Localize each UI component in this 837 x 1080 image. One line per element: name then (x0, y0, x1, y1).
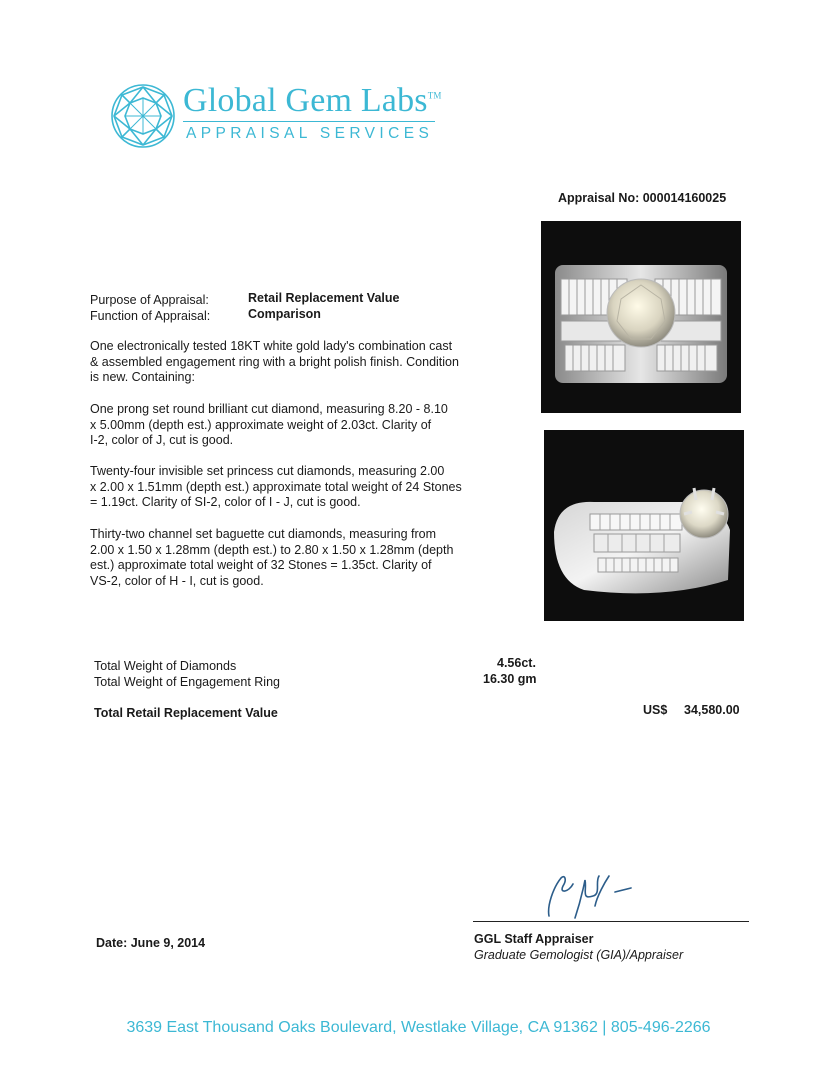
description-line: Twenty-four invisible set princess cut diamonds, measuring 2.00 (90, 464, 445, 478)
princess-stones-description (90, 464, 510, 511)
signature-line (473, 921, 749, 922)
brand-divider (183, 121, 435, 122)
description-line: = 1.19ct. Clarity of SI-2, color of I - J, cut is good. (90, 495, 361, 510)
description-line: I-2, color of J, cut is good. (90, 433, 234, 448)
description-line: Thirty-two channel set baguette cut diamonds, measuring from (90, 527, 437, 541)
brand-subtitle: APPRAISAL SERVICES (186, 125, 434, 142)
description-line: x 5.00mm (depth est.) approximate weight of 2.03ct. Clarity of (90, 417, 432, 432)
description-line: 2.00 x 1.50 x 1.28mm (depth est.) to 2.80 x 1.50 x 1.28mm (depth (90, 542, 454, 557)
appraiser-title: GGL Staff Appraiser (474, 932, 594, 946)
description-line: est.) approximate total weight of 32 Stones = 1.35ct. Clarity of (90, 558, 432, 573)
ring-weight-value: 16.30 gm (483, 672, 537, 686)
footer-address: 3639 East Thousand Oaks Boulevard, Westlake Village, CA 91362 | 805-496-2266 (126, 1019, 711, 1036)
trademark-symbol: TM (427, 90, 442, 101)
appraisal-date: Date: June 9, 2014 (96, 936, 206, 950)
description-line: & assembled engagement ring with a bright polish finish. Condition (90, 354, 459, 369)
diamond-weight-value: 4.56ct. (497, 656, 536, 670)
description-line: One electronically tested 18KT white gold lady's combination cast (90, 339, 453, 353)
appraisal-number: Appraisal No: 000014160025 (558, 191, 727, 205)
appraiser-credentials: Graduate Gemologist (GIA)/Appraiser (474, 948, 684, 962)
description-line: One prong set round brilliant cut diamond, measuring 8.20 - 8.10 (90, 402, 448, 416)
currency-label: US$ (643, 703, 668, 717)
retail-value-label: Total Retail Replacement Value (94, 706, 278, 720)
function-value: Comparison (248, 307, 321, 321)
brand-name-text: Global Gem Labs (183, 82, 428, 119)
description-line: is new. Containing: (90, 370, 195, 385)
ring-description (90, 339, 510, 386)
description-line: VS-2, color of H - I, cut is good. (90, 573, 264, 588)
ring-photo-side (544, 430, 744, 621)
description-line: x 2.00 x 1.51mm (depth est.) approximate total weight of 24 Stones (90, 479, 462, 494)
function-label: Function of Appraisal: (90, 309, 211, 323)
ring-photo-front (541, 221, 741, 413)
purpose-value: Retail Replacement Value (248, 291, 400, 305)
appraiser-signature (535, 866, 645, 926)
purpose-label: Purpose of Appraisal: (90, 293, 209, 307)
ring-weight-label: Total Weight of Engagement Ring (94, 675, 280, 689)
diamond-logo-icon (110, 83, 176, 149)
baguette-stones-description (90, 527, 510, 589)
brand-name (183, 82, 442, 120)
retail-value-amount: 34,580.00 (684, 703, 740, 717)
center-stone-description (90, 402, 510, 449)
diamond-weight-label: Total Weight of Diamonds (94, 659, 237, 673)
